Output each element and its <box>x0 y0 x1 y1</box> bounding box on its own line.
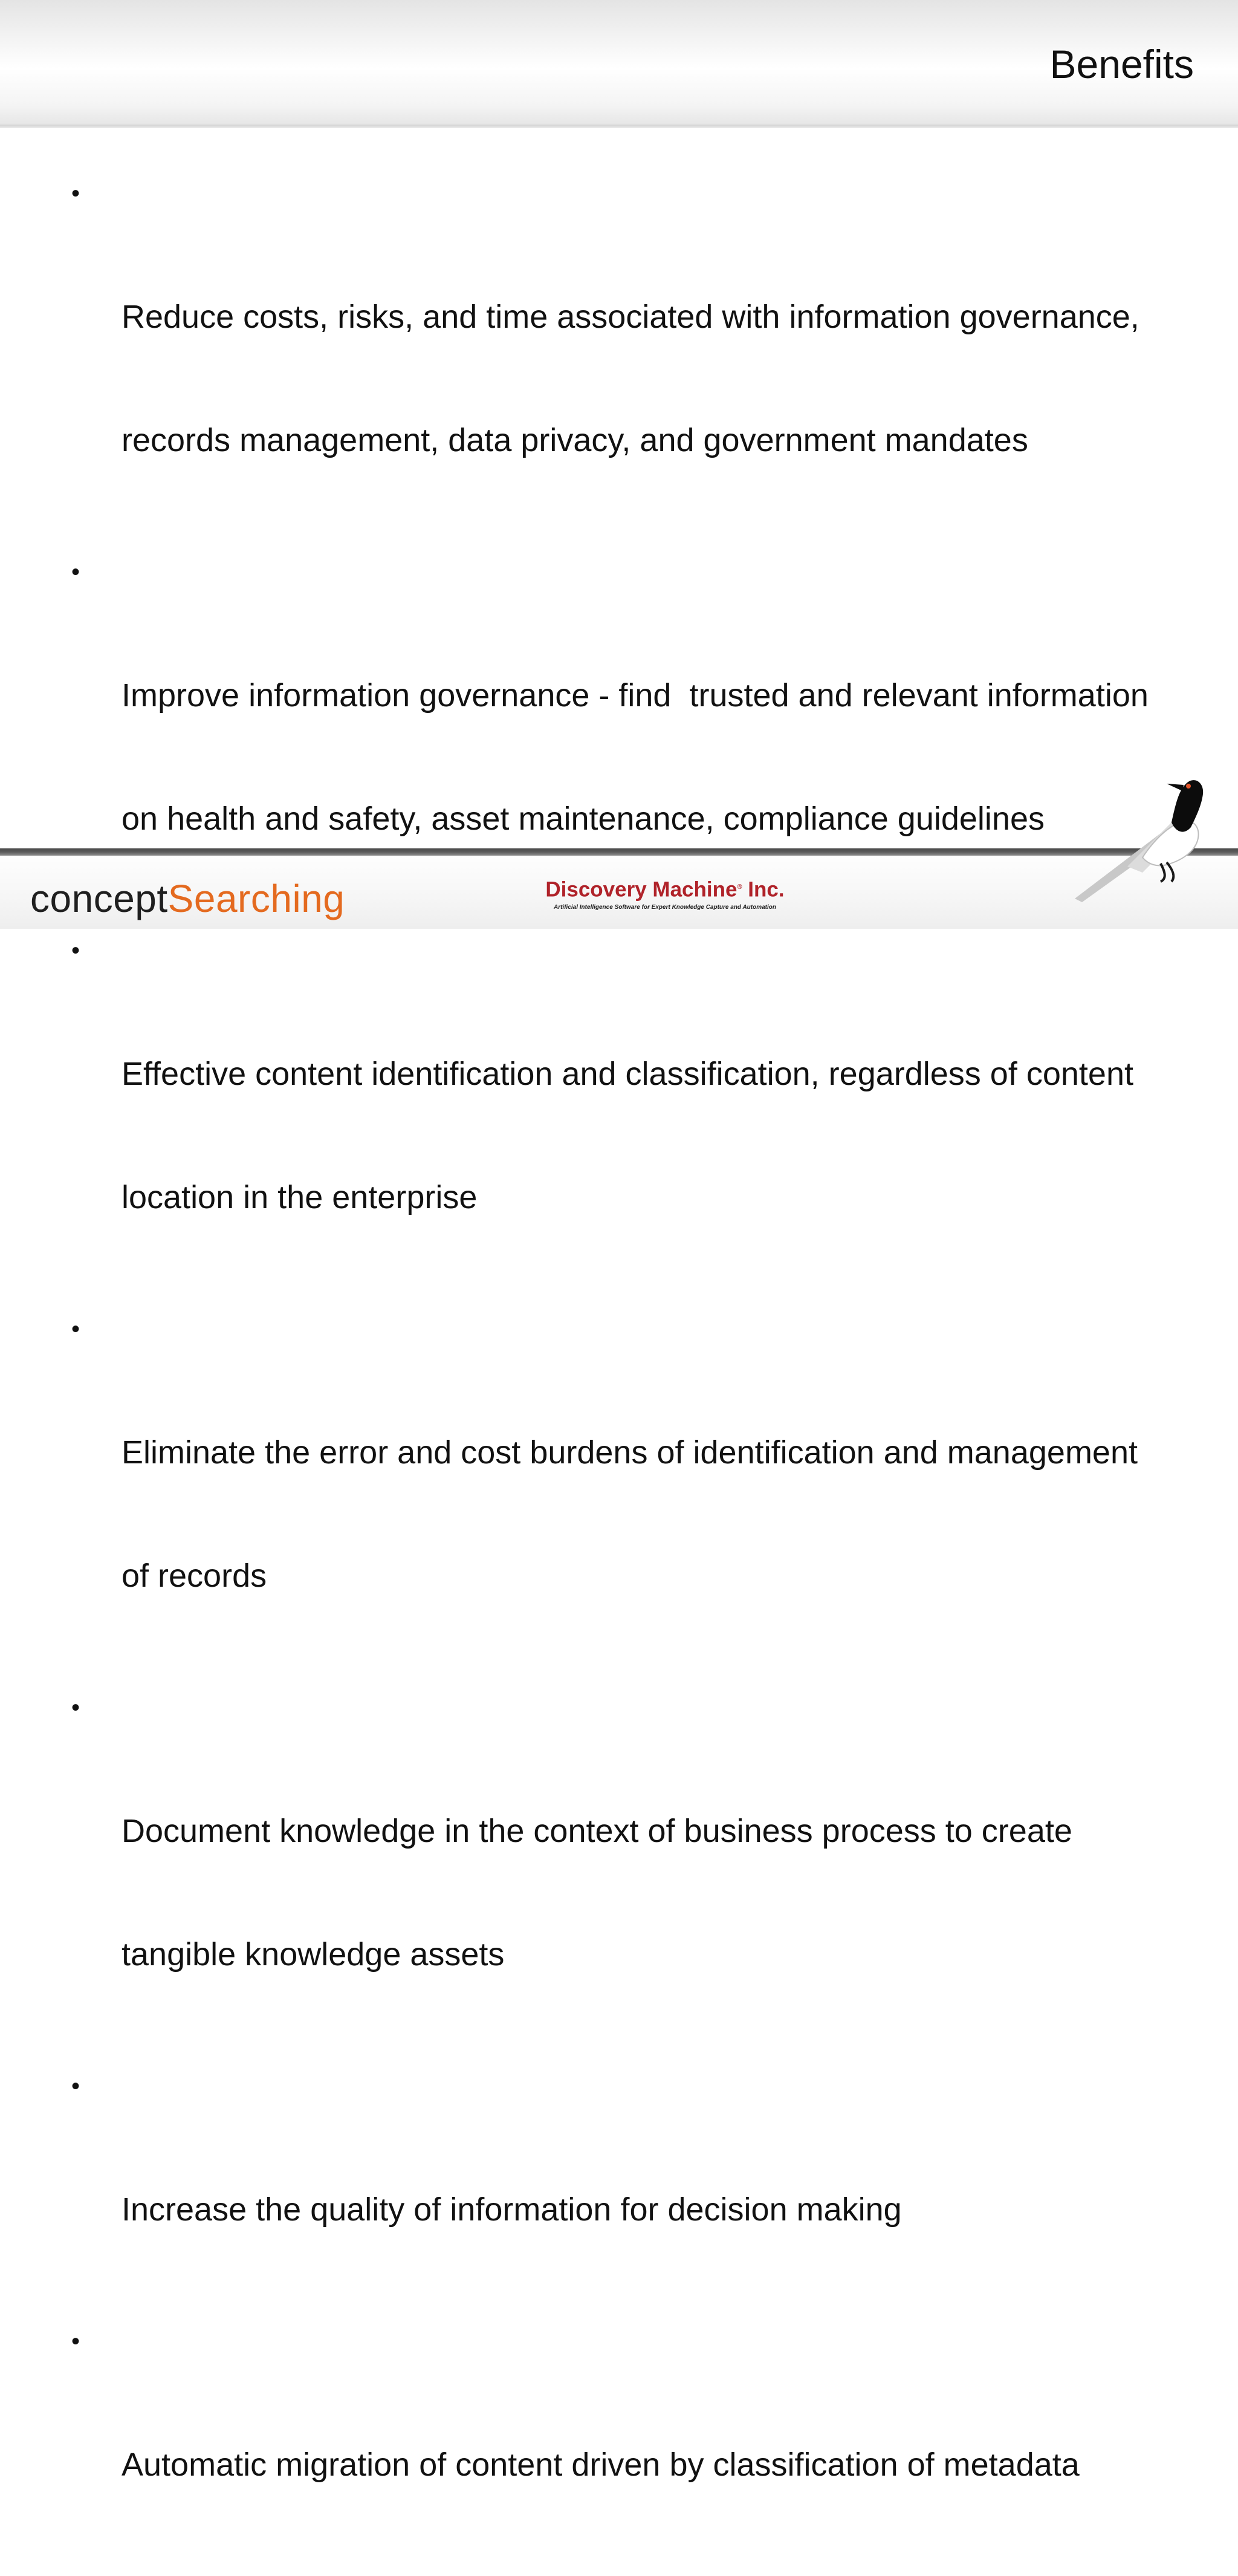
bullet-line: Improve information governance - find trusted and relevant information <box>122 677 1149 714</box>
bullet-dot: • <box>71 1694 80 1721</box>
discovery-machine-tagline: Artificial Intelligence Software for Expert Knowledge Capture and Automation <box>553 903 776 911</box>
dm-inc-text: Inc. <box>742 877 785 902</box>
concept-searching-logo <box>30 874 345 923</box>
discovery-machine-logo <box>544 874 786 912</box>
bullet-item <box>71 2066 1220 2312</box>
header-divider <box>0 125 1238 128</box>
bullet-item <box>71 2321 1220 2568</box>
bullet-dot: • <box>71 937 80 964</box>
bullet-line: Document knowledge in the context of business process to create <box>122 1813 1072 1849</box>
discovery-machine-name <box>544 874 786 903</box>
bullet-line: Increase the quality of information for decision making <box>122 2191 902 2228</box>
slide-title: Benefits <box>1049 42 1194 86</box>
dm-name-text: Discovery Machine <box>545 877 737 902</box>
bullet-line: Eliminate the error and cost burdens of identification and management <box>122 1434 1138 1471</box>
bullet-item <box>71 1309 1220 1679</box>
bullet-line: records management, data privacy, and government mandates <box>122 422 1028 458</box>
bullet-dot: • <box>71 180 80 207</box>
bullet-line: tangible knowledge assets <box>122 1936 505 1973</box>
bullet-line: on health and safety, asset maintenance, compliance guidelines <box>122 801 1045 837</box>
bird-beak <box>1167 784 1184 791</box>
bullet-line: location in the enterprise <box>122 1179 478 1215</box>
logo-concept-text: concept <box>30 877 168 920</box>
bullet-line: Effective content identification and classification, regardless of content <box>122 1056 1133 1092</box>
bullet-item <box>71 1687 1220 2057</box>
bird-eye <box>1186 784 1191 789</box>
bullet-dot: • <box>71 2328 80 2355</box>
bullet-line: of records <box>122 1558 267 1594</box>
bullet-line: Automatic migration of content driven by classification of metadata <box>122 2447 1080 2483</box>
bullet-list <box>71 173 1220 2576</box>
footer-divider <box>0 848 1238 856</box>
bullet-dot: • <box>71 1316 80 1342</box>
bullet-line: Reduce costs, risks, and time associated with information governance, <box>122 299 1139 335</box>
bullet-item <box>71 930 1220 1300</box>
logo-searching-text: Searching <box>167 877 345 920</box>
bullet-dot: • <box>71 2073 80 2100</box>
dm-registered-mark: ® <box>737 883 742 891</box>
magpie-bird-icon <box>1070 767 1209 903</box>
bullet-dot: • <box>71 559 80 585</box>
bullet-item <box>71 173 1220 543</box>
